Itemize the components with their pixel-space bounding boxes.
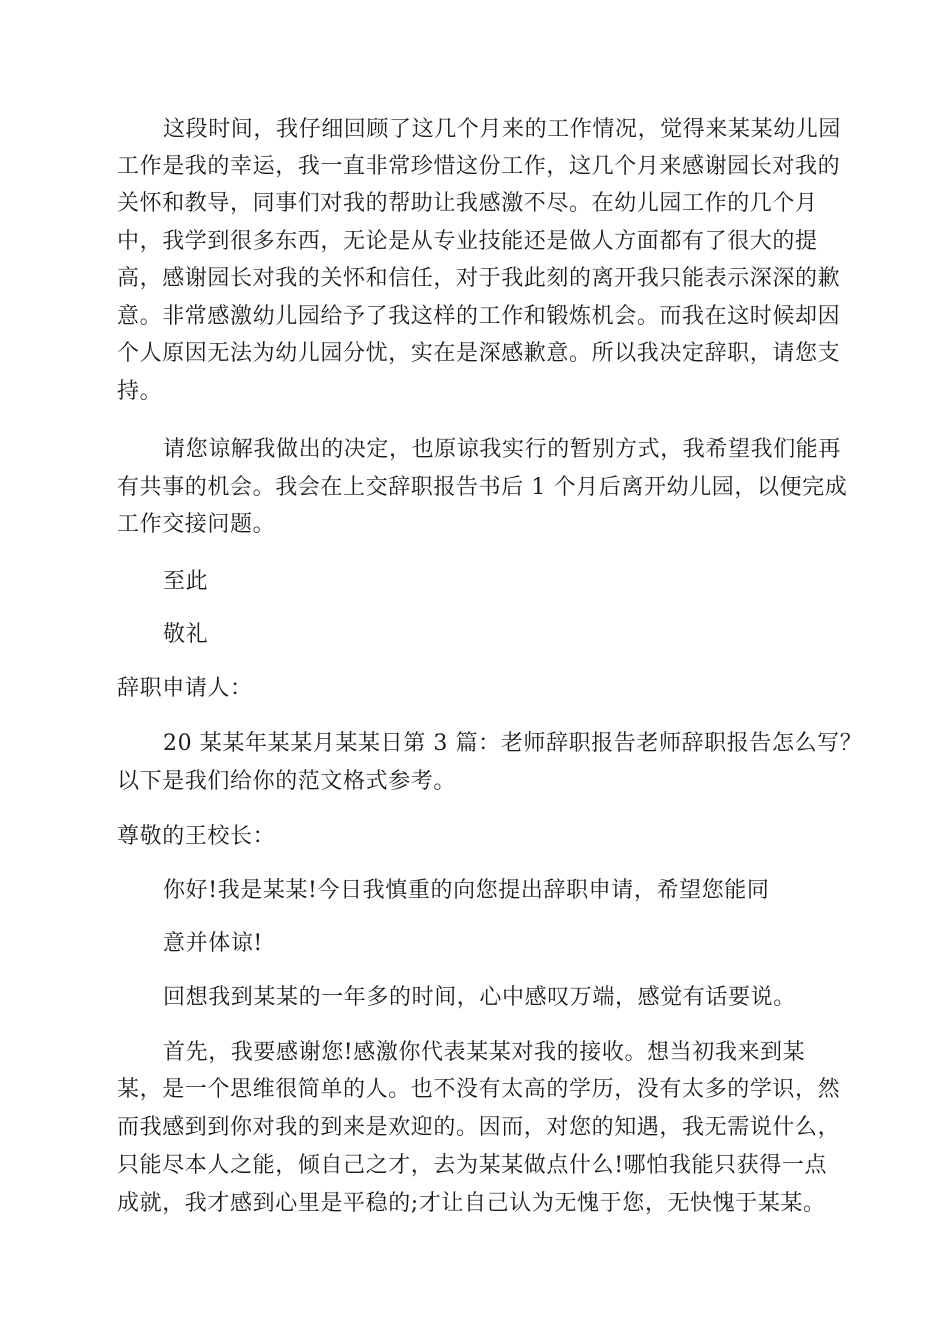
text-line: 以下是我们给你的范文格式参考。	[117, 769, 457, 794]
text-line: 这段时间，我仔细回顾了这几个月来的工作情况，觉得来某某幼儿园	[163, 117, 842, 142]
text-line: 某，是一个思维很简单的人。也不没有太高的学历，没有太多的学识，然	[117, 1077, 841, 1102]
text-line: 成就，我才感到心里是平稳的;才让自己认为无愧于您，无快愧于某某。	[117, 1191, 826, 1216]
text-line: 中，我学到很多东西，无论是从专业技能还是做人方面都有了很大的提	[117, 229, 818, 254]
text-line: 个人原因无法为幼儿园分忧，实在是深感歉意。所以我决定辞职，请您支	[117, 341, 841, 366]
text-line: 只能尽本人之能，倾自己之才，去为某某做点什么!哪怕我能只获得一点	[117, 1153, 828, 1178]
text-line: 意。非常感激幼儿园给予了我这样的工作和锻炼机会。而我在这时候却因	[117, 304, 841, 329]
text-line: 有共事的机会。我会在上交辞职报告书后 1 个月后离开幼儿园，以便完成	[117, 475, 848, 500]
text-line: 回想我到某某的一年多的时间，心中感叹万端，感觉有话要说。	[163, 985, 796, 1010]
closing-zhici: 至此	[163, 569, 209, 594]
text-line: 关怀和教导，同事们对我的帮助让我感激不尽。在幼儿园工作的几个月	[117, 191, 818, 216]
salutation: 尊敬的王校长：	[117, 824, 276, 849]
text-line: 请您谅解我做出的决定，也原谅我实行的暂别方式，我希望我们能再	[163, 437, 842, 462]
text-line: 意并体谅!	[163, 931, 263, 956]
text-line: 工作是我的幸运，我一直非常珍惜这份工作，这几个月来感谢园长对我的	[117, 154, 841, 179]
text-line: 而我感到到你对我的到来是欢迎的。因而，对您的知遇，我无需说什么，	[117, 1115, 841, 1140]
text-line: 20 某某年某某月某某日第 3 篇：老师辞职报告老师辞职报告怎么写？	[163, 731, 863, 756]
text-line: 首先，我要感谢您!感激你代表某某对我的接收。想当初我来到某	[163, 1040, 806, 1065]
signature-applicant: 辞职申请人：	[117, 676, 253, 701]
text-line: 你好!我是某某!今日我慎重的向您提出辞职申请，希望您能同	[163, 878, 770, 903]
text-line: 高，感谢园长对我的关怀和信任，对于我此刻的离开我只能表示深深的歉	[117, 266, 841, 291]
text-line: 持。	[117, 379, 163, 404]
text-line: 工作交接问题。	[117, 512, 276, 537]
closing-jingli: 敬礼	[163, 622, 209, 647]
